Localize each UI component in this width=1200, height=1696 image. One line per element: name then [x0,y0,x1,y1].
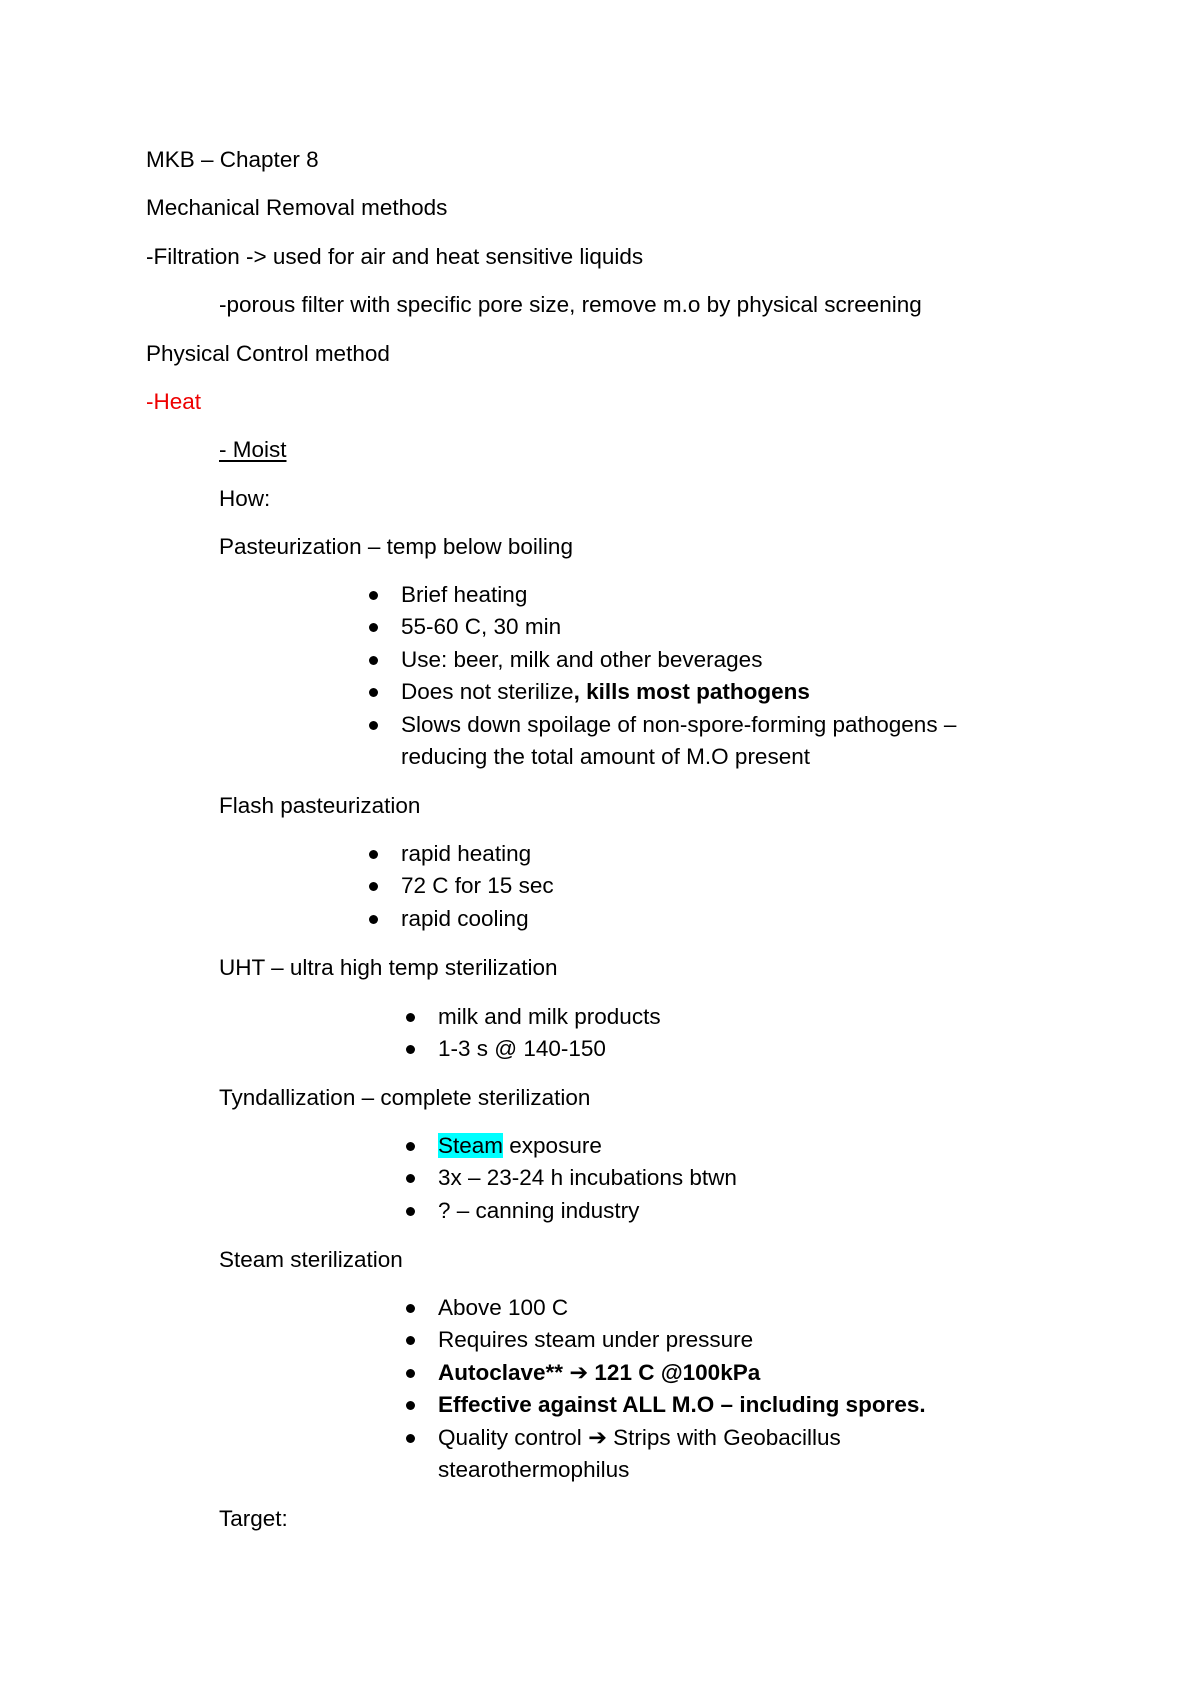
qc-strips-text: Strips with Geobacillus [606,1424,841,1450]
filtration-line: -Filtration -> used for air and heat sensitive liquids [146,244,644,269]
list-item: Above 100 C [438,1292,926,1324]
list-item: 3x – 23-24 h incubations btwn [438,1162,737,1194]
list-item [438,1357,926,1389]
arrow-right-icon: ➔ [569,1359,589,1385]
spoilage-text-line2: reducing the total amount of M.O present [401,744,810,770]
flash-list [401,838,554,935]
pasteurization-list [401,579,956,773]
steam-heading: Steam sterilization [219,1247,403,1272]
list-item: 55-60 C, 30 min [401,611,956,643]
list-item: ? – canning industry [438,1195,737,1227]
qc-organism-text: stearothermophilus [438,1457,630,1483]
tyndall-list [438,1130,737,1227]
physical-heading: Physical Control method [146,341,390,366]
uht-heading: UHT – ultra high temp sterilization [219,955,558,980]
exposure-text: exposure [503,1133,602,1158]
list-item: milk and milk products [438,1001,661,1033]
steam-list [438,1292,926,1486]
list-item: Effective against ALL M.O – including spores. [438,1389,926,1421]
mechanical-heading: Mechanical Removal methods [146,195,448,220]
sterilize-text: Does not sterilize [401,679,574,705]
list-item: 72 C for 15 sec [401,870,554,902]
filter-note: -porous filter with specific pore size, remove m.o by physical screening [219,292,922,317]
how-label: How: [219,486,271,511]
flash-heading: Flash pasteurization [219,793,421,818]
arrow-right-icon: ➔ [588,1424,607,1450]
spoilage-text-line1: Slows down spoilage of non-spore-forming pathogens – [401,711,957,737]
heat-heading: -Heat [146,389,202,414]
kills-pathogens-text: , kills most pathogens [573,679,810,705]
autoclave-temp-text: 121 C @100kPa [588,1359,761,1385]
list-item: Brief heating [401,579,956,611]
pasteurization-heading: Pasteurization – temp below boiling [219,534,573,559]
list-item: Use: beer, milk and other beverages [401,644,956,676]
doc-title: MKB – Chapter 8 [146,147,319,172]
list-item: Requires steam under pressure [438,1324,926,1356]
qc-text: Quality control [438,1424,589,1450]
list-item [438,1422,926,1487]
autoclave-text: Autoclave** [438,1359,570,1385]
tyndall-heading: Tyndallization – complete sterilization [219,1085,591,1110]
list-item: rapid cooling [401,903,554,935]
target-label: Target: [219,1506,288,1531]
list-item [438,1130,737,1162]
list-item: rapid heating [401,838,554,870]
uht-list [438,1001,661,1066]
moist-heading: - Moist [219,437,287,462]
list-item: 1-3 s @ 140-150 [438,1033,661,1065]
list-item [401,709,956,774]
steam-highlight: Steam [438,1133,504,1158]
list-item [401,676,956,708]
